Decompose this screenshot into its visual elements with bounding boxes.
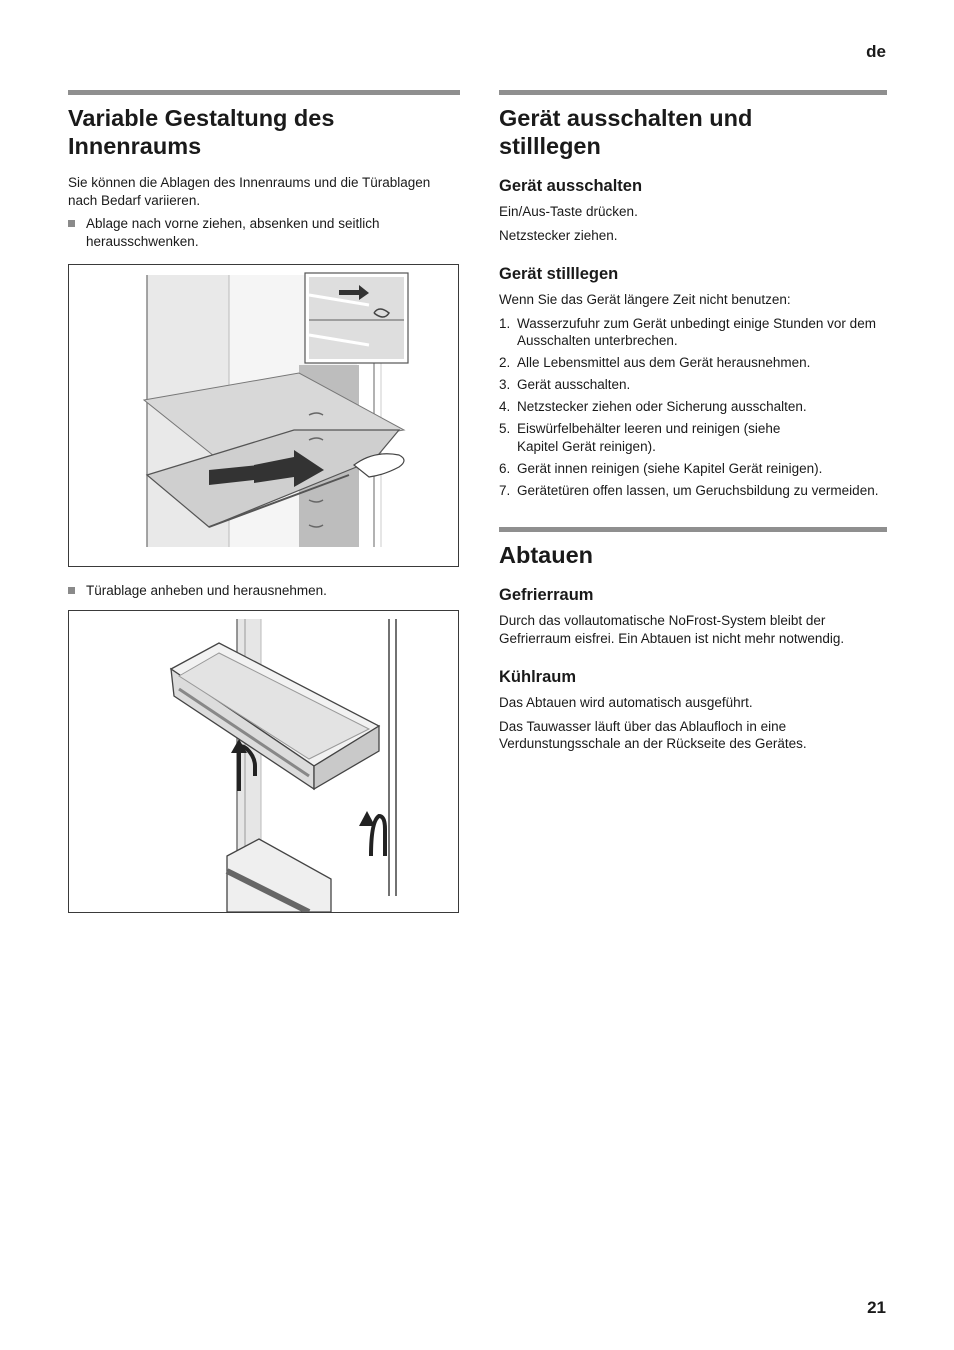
left-column bbox=[68, 90, 460, 913]
shutdown-steps bbox=[499, 315, 887, 500]
bullet-list-2 bbox=[68, 582, 460, 600]
illustration-shelf-removal bbox=[68, 264, 459, 567]
step-item: 4. Netzstecker ziehen oder Sicherung ausschalten. bbox=[499, 399, 807, 414]
right-column bbox=[499, 90, 887, 759]
step-item: 5. Eiswürfelbehälter leeren und reinigen (siehe Kapitel Gerät reinigen). bbox=[499, 421, 781, 454]
fridge-text-2: Das Tauwasser läuft über das Ablaufloch in eine Verdunstungsschale an der Rückseite des Gerätes. bbox=[499, 718, 807, 751]
shelf-illustration bbox=[69, 265, 458, 566]
section-title-interior: Variable Gestaltung des Innenraums bbox=[68, 105, 335, 159]
lift-arrow-right bbox=[371, 816, 385, 856]
step-item: 1. Wasserzufuhr zum Gerät unbedingt einige Stunden vor dem Ausschalten unterbrechen. bbox=[499, 315, 876, 348]
switch-off-line-1: Ein/Aus-Taste drücken. bbox=[499, 204, 638, 219]
step-item: 3. Gerät ausschalten. bbox=[499, 377, 631, 392]
page-number: 21 bbox=[867, 1298, 886, 1317]
illustration-door-shelf-removal bbox=[68, 610, 459, 913]
intro-text: Sie können die Ablagen des Innenraums und die Türablagen nach Bedarf variieren. bbox=[68, 175, 431, 208]
section-title-defrost: Abtauen bbox=[499, 542, 593, 568]
heading-switch-off: Gerät ausschalten bbox=[499, 177, 643, 195]
defrost-section bbox=[499, 527, 887, 753]
section-rule bbox=[499, 527, 887, 532]
step-item: 7. Gerätetüren offen lassen, um Geruchsbildung zu vermeiden. bbox=[499, 482, 879, 498]
language-code: de bbox=[866, 42, 886, 61]
bullet-shelf: Ablage nach vorne ziehen, absenken und seitlich herausschwenken. bbox=[68, 215, 460, 250]
switch-off-line-2: Netzstecker ziehen. bbox=[499, 227, 618, 243]
bullet-list bbox=[68, 215, 460, 250]
shutdown-intro: Wenn Sie das Gerät längere Zeit nicht benutzen: bbox=[499, 292, 791, 307]
heading-shutdown: Gerät stilllegen bbox=[499, 265, 619, 283]
freezer-text: Durch das vollautomatische NoFrost-System bleibt der Gefrierraum eisfrei. Ein Abtauen ist nicht mehr notwendig. bbox=[499, 613, 845, 646]
fridge-text-1: Das Abtauen wird automatisch ausgeführt. bbox=[499, 695, 753, 710]
section-rule bbox=[499, 90, 887, 95]
heading-freezer: Gefrierraum bbox=[499, 586, 594, 604]
bullet-door-shelf: Türablage anheben und herausnehmen. bbox=[68, 582, 460, 600]
section-title-shutdown: Gerät ausschalten und stilllegen bbox=[499, 105, 753, 159]
step-item: 2. Alle Lebensmittel aus dem Gerät herausnehmen. bbox=[499, 355, 811, 370]
heading-fridge: Kühlraum bbox=[499, 668, 577, 686]
door-shelf-illustration bbox=[69, 611, 458, 912]
section-rule bbox=[68, 90, 460, 95]
step-item: 6. Gerät innen reinigen (siehe Kapitel Gerät reinigen). bbox=[499, 460, 823, 476]
